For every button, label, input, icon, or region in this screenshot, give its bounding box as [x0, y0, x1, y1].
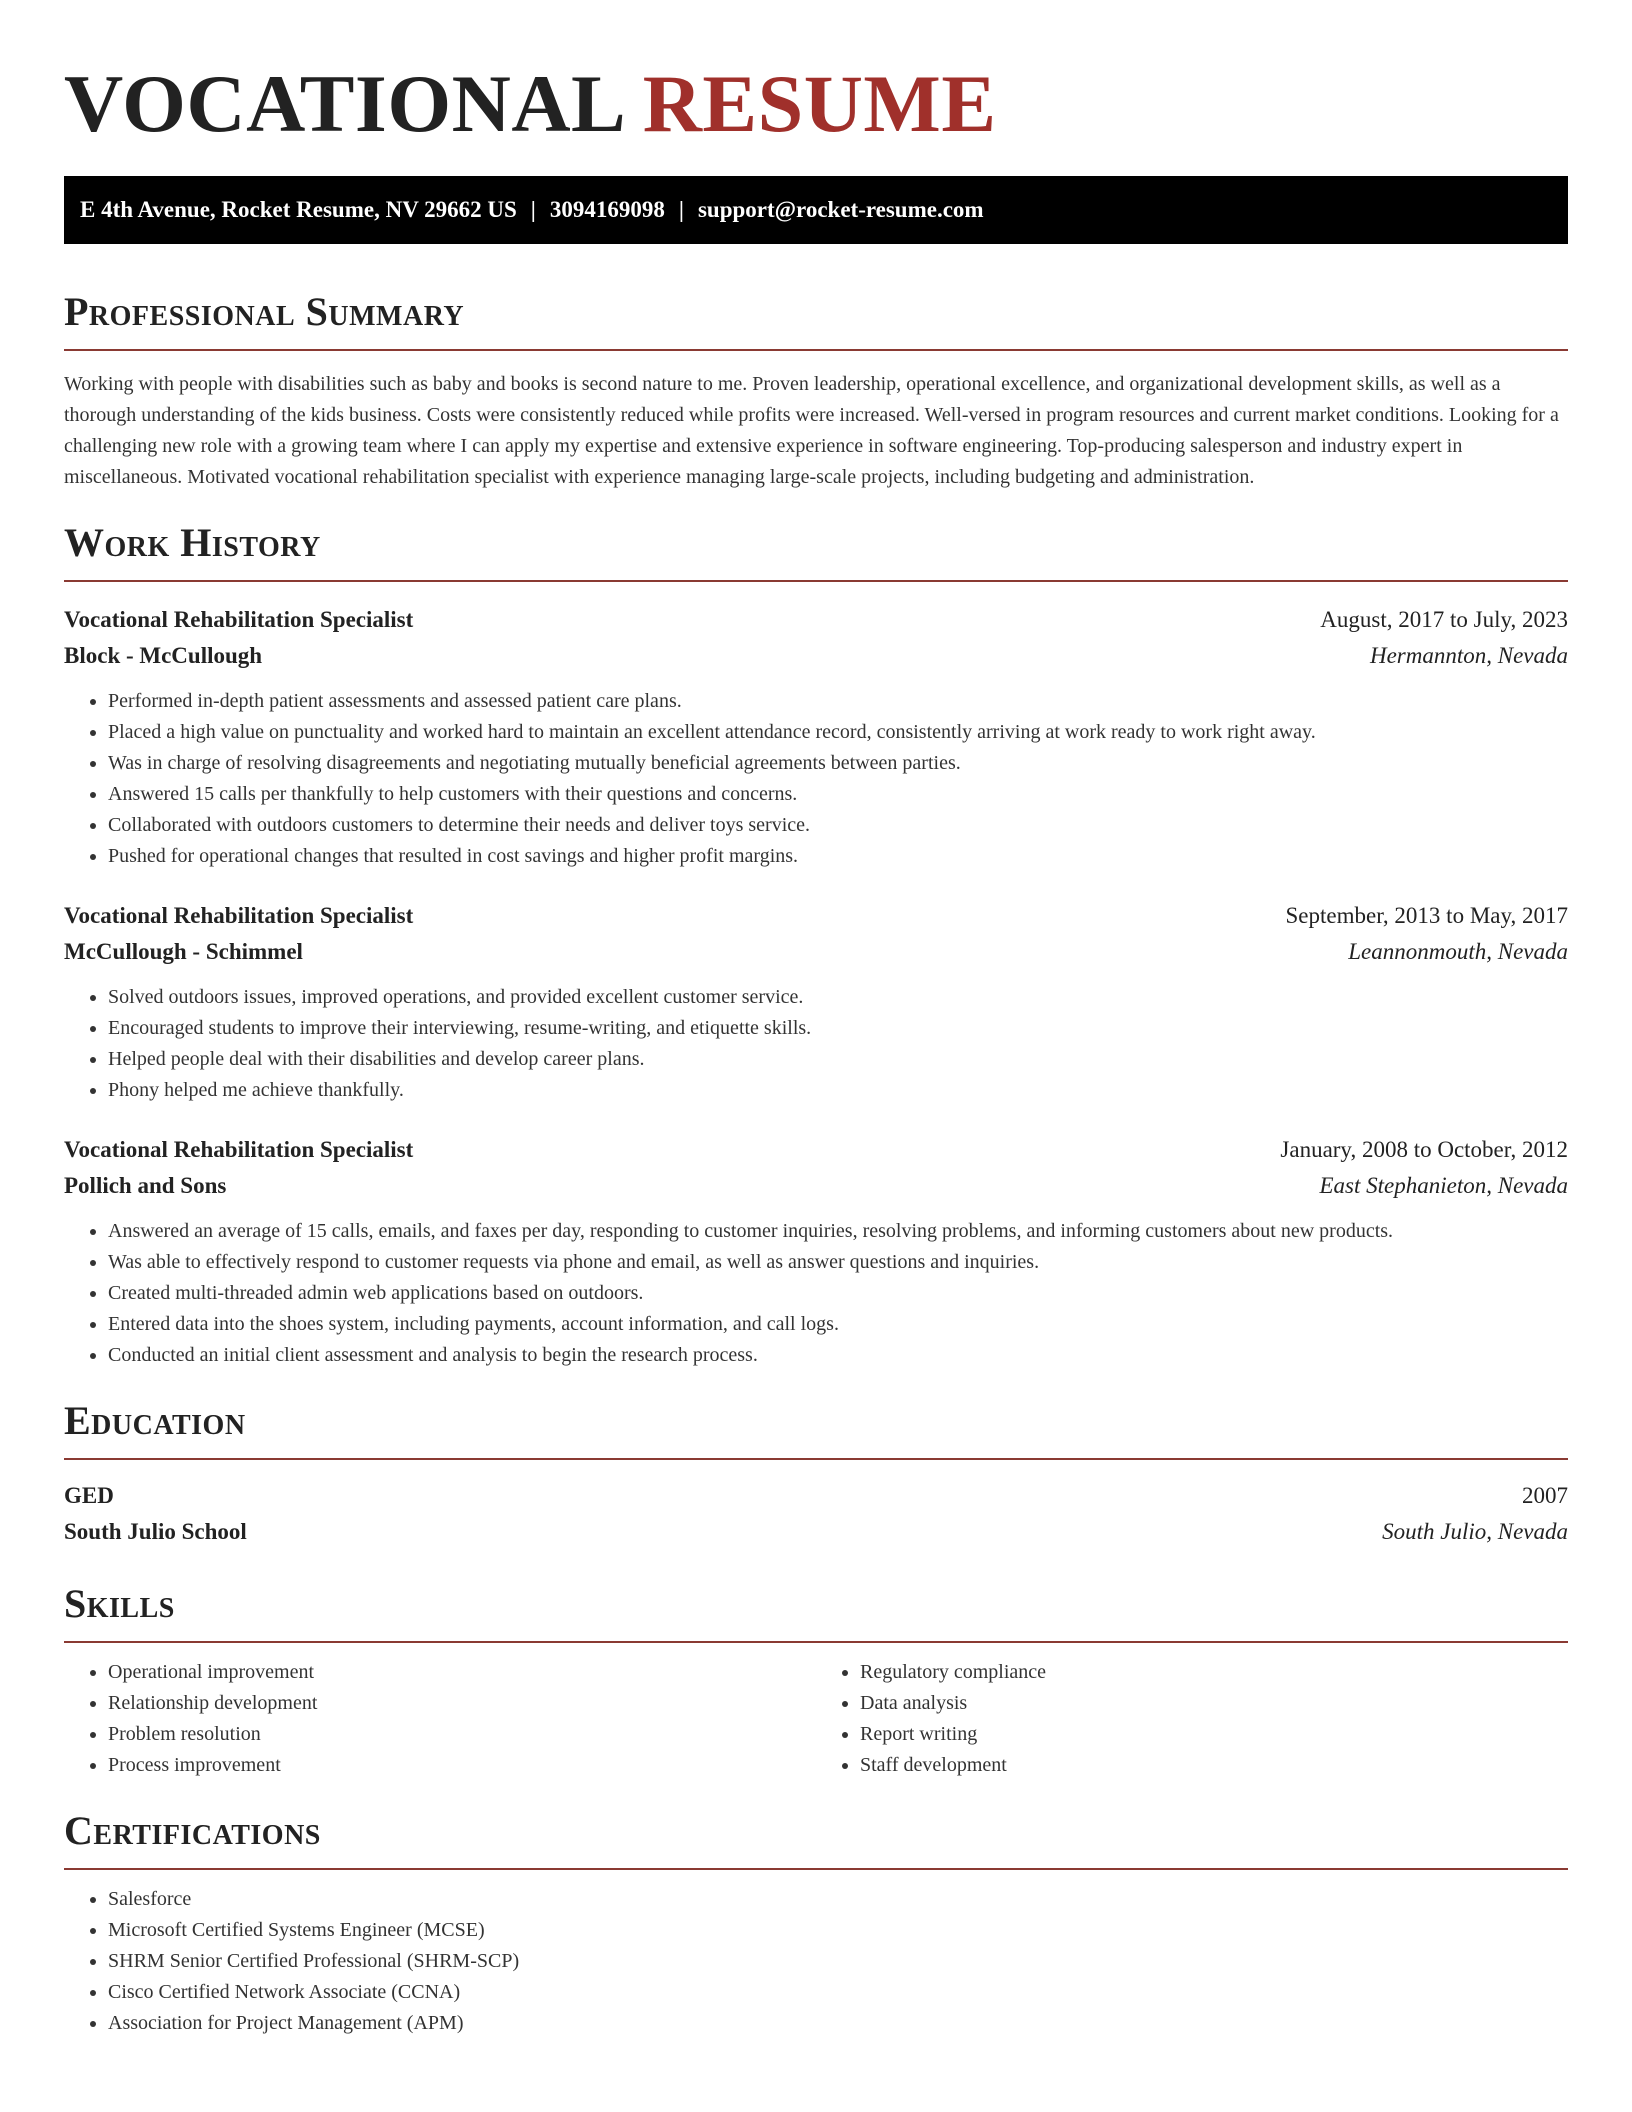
list-item: • Answered 15 calls per thankfully to help customers with their questions and concerns. [108, 779, 1568, 810]
section-heading: Work History [64, 520, 321, 565]
certifications-list [64, 1884, 1568, 2039]
education-header-row [64, 1478, 1568, 1514]
job-bullets [64, 982, 1568, 1106]
job-bullets [64, 1216, 1568, 1371]
job-company: McCullough - Schimmel [64, 939, 303, 964]
certifications-section [64, 1807, 1568, 2039]
section-divider [64, 1868, 1568, 1870]
job-header-row [64, 898, 1568, 934]
job-header-row [64, 602, 1568, 638]
job-location: Leannonmouth, Nevada [1348, 939, 1568, 964]
education-school: South Julio School [64, 1519, 247, 1544]
section-heading: Certifications [64, 1808, 321, 1853]
skills-columns [64, 1643, 1568, 1781]
job-dates: August, 2017 to July, 2023 [1320, 607, 1568, 632]
job-company-row [64, 1168, 1568, 1204]
contact-phone: 3094169098 [549, 197, 665, 222]
list-item: • Microsoft Certified Systems Engineer (MCSE) [108, 1915, 1568, 1946]
list-item: • Report writing [860, 1719, 1568, 1750]
contact-separator: | [530, 197, 536, 222]
summary-text: Working with people with disabilities such as baby and books is second nature to me. Proven leadership, operational excellence, and organizational development skills, as well as a thorough understanding of the kids business. Costs were consistently reduced while profits were increased. Well-versed in program resources and current market conditions. Looking for a challenging new role with a growing team where I can apply my expertise and extensive experience in software engineering. Top-producing salesperson and industry expert in miscellaneous. Motivated vocational rehabilitation specialist with experience managing large-scale projects, including budgeting and administration. [64, 373, 1559, 488]
list-item: • Pushed for operational changes that resulted in cost savings and higher profit margins. [108, 841, 1568, 872]
job-entry [64, 602, 1568, 872]
list-item: • Data analysis [860, 1688, 1568, 1719]
list-item: • Staff development [860, 1750, 1568, 1781]
summary-section [64, 288, 1568, 493]
section-divider [64, 1458, 1568, 1460]
contact-separator: | [678, 197, 684, 222]
contact-email: support@rocket-resume.com [697, 197, 984, 222]
contact-address: E 4th Avenue, Rocket Resume, NV 29662 US [80, 197, 517, 222]
list-item: • Relationship development [108, 1688, 816, 1719]
education-year: 2007 [1522, 1483, 1568, 1508]
title-main: VOCATIONAL [64, 58, 622, 149]
list-item: • Operational improvement [108, 1657, 816, 1688]
education-entry [64, 1478, 1568, 1550]
list-item: • Helped people deal with their disabilities and develop career plans. [108, 1044, 1568, 1075]
job-header-row [64, 1132, 1568, 1168]
job-company-row [64, 638, 1568, 674]
list-item: • Was in charge of resolving disagreements and negotiating mutually beneficial agreements between parties. [108, 748, 1568, 779]
section-heading: Professional Summary [64, 289, 465, 334]
skills-list-left [64, 1657, 816, 1781]
job-title: Vocational Rehabilitation Specialist [64, 903, 414, 928]
list-item: • Salesforce [108, 1884, 1568, 1915]
job-company: Pollich and Sons [64, 1173, 227, 1198]
job-location: Hermannton, Nevada [1369, 643, 1568, 668]
job-entry [64, 898, 1568, 1106]
list-item: • Placed a high value on punctuality and worked hard to maintain an excellent attendance record, consistently arriving at work ready to work right away. [108, 717, 1568, 748]
education-location: South Julio, Nevada [1382, 1519, 1568, 1544]
skills-list-right [816, 1657, 1568, 1781]
list-item: • Association for Project Management (APM) [108, 2008, 1568, 2039]
job-title: Vocational Rehabilitation Specialist [64, 607, 414, 632]
list-item: • Collaborated with outdoors customers to determine their needs and deliver toys service. [108, 810, 1568, 841]
skills-section [64, 1580, 1568, 1781]
section-heading: Skills [64, 1581, 175, 1626]
job-bullets [64, 686, 1568, 872]
list-item: • Entered data into the shoes system, including payments, account information, and call logs. [108, 1309, 1568, 1340]
list-item: • Created multi-threaded admin web applications based on outdoors. [108, 1278, 1568, 1309]
work-history-section [64, 519, 1568, 1371]
section-divider [64, 349, 1568, 351]
education-section [64, 1397, 1568, 1550]
education-school-row [64, 1514, 1568, 1550]
job-company: Block - McCullough [64, 643, 263, 668]
job-location: East Stephanieton, Nevada [1319, 1173, 1568, 1198]
list-item: • Cisco Certified Network Associate (CCNA) [108, 1977, 1568, 2008]
job-company-row [64, 934, 1568, 970]
list-item: • Solved outdoors issues, improved operations, and provided excellent customer service. [108, 982, 1568, 1013]
job-entry [64, 1132, 1568, 1371]
education-degree: GED [64, 1483, 114, 1508]
contact-bar [64, 176, 1568, 244]
list-item: • Encouraged students to improve their interviewing, resume-writing, and etiquette skills. [108, 1013, 1568, 1044]
job-dates: September, 2013 to May, 2017 [1285, 903, 1568, 928]
resume-title [64, 0, 1568, 176]
job-title: Vocational Rehabilitation Specialist [64, 1137, 414, 1162]
list-item: • Regulatory compliance [860, 1657, 1568, 1688]
job-dates: January, 2008 to October, 2012 [1280, 1137, 1568, 1162]
list-item: • Performed in-depth patient assessments and assessed patient care plans. [108, 686, 1568, 717]
list-item: • Answered an average of 15 calls, emails, and faxes per day, responding to customer inquiries, resolving problems, and informing customers about new products. [108, 1216, 1568, 1247]
list-item: • Conducted an initial client assessment and analysis to begin the research process. [108, 1340, 1568, 1371]
list-item: • Phony helped me achieve thankfully. [108, 1075, 1568, 1106]
list-item: • Was able to effectively respond to customer requests via phone and email, as well as answer questions and inquiries. [108, 1247, 1568, 1278]
section-divider [64, 580, 1568, 582]
section-heading: Education [64, 1398, 246, 1443]
list-item: • Process improvement [108, 1750, 816, 1781]
title-accent: RESUME [642, 58, 997, 149]
list-item: • SHRM Senior Certified Professional (SHRM-SCP) [108, 1946, 1568, 1977]
list-item: • Problem resolution [108, 1719, 816, 1750]
